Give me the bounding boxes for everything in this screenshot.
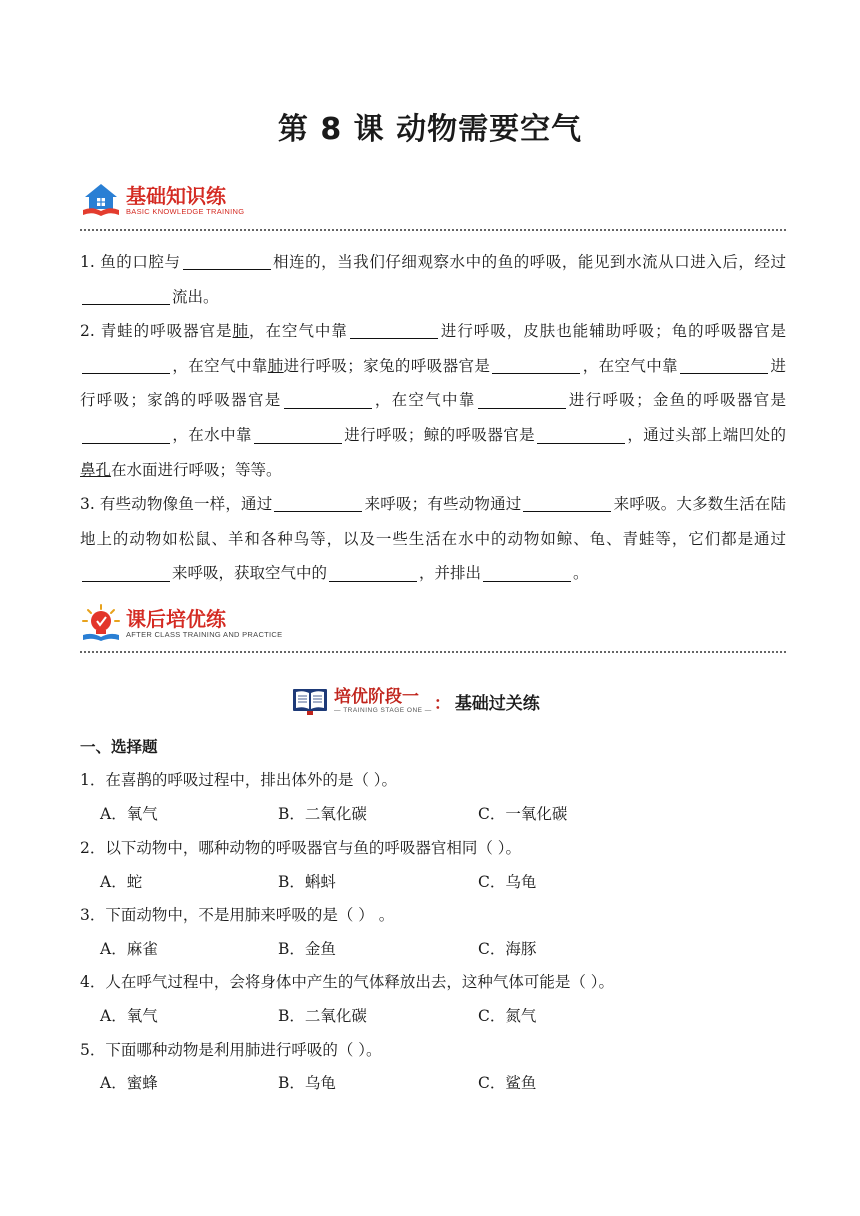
- question-text: 2. 青蛙的呼吸器官是: [80, 322, 233, 340]
- question-text: 在水面进行呼吸；等等。: [111, 460, 282, 479]
- answer-blank: [350, 322, 438, 339]
- answer-blank: [478, 392, 566, 409]
- question-text: ，在空气中靠: [582, 356, 679, 375]
- underlined-word: 鼻孔: [80, 460, 112, 479]
- option-c: C．海豚: [478, 940, 537, 958]
- answer-blank: [82, 565, 170, 582]
- question-text: 流出。: [172, 287, 219, 306]
- banner-subtitle: AFTER CLASS TRAINING AND PRACTICE: [126, 629, 283, 639]
- answer-blank: [537, 426, 625, 443]
- option-c: C．鲨鱼: [478, 1074, 537, 1092]
- option-b: B．二氧化碳: [278, 1007, 367, 1025]
- answer-blank: [329, 565, 417, 582]
- question-text: 3. 有些动物像鱼一样，通过: [80, 495, 273, 513]
- question-5: 5．下面哪种动物是利用肺进行呼吸的（ ）。: [80, 1041, 382, 1059]
- fill-question-2: [80, 314, 786, 488]
- stage-subtitle: — TRAINING STAGE ONE —: [334, 706, 432, 714]
- option-b: B．乌龟: [278, 1074, 336, 1092]
- answer-blank: [183, 253, 271, 270]
- lightbulb-icon: [80, 604, 122, 642]
- option-b: B．二氧化碳: [278, 805, 367, 823]
- underlined-word: 肺: [267, 356, 284, 375]
- page-title: 第 8 课 动物需要空气: [277, 112, 583, 147]
- basic-knowledge-banner: [80, 180, 244, 220]
- question-text: 进行呼吸；金鱼的呼吸器官是: [567, 391, 786, 410]
- fill-question-3: [80, 487, 786, 591]
- question-text: 进行呼吸，皮肤也能辅助呼吸；龟的呼吸器官是: [439, 322, 786, 340]
- question-text: ，并排出: [419, 564, 482, 583]
- question-text: ，在空气中靠: [373, 391, 476, 410]
- question-text: ，在空气中靠: [249, 322, 348, 340]
- question-text: ，通过头部上端凹处的: [627, 426, 786, 445]
- dotted-divider: [80, 651, 786, 653]
- option-a: A．氧气: [100, 1007, 158, 1025]
- question-text: ，在水中靠: [172, 426, 252, 445]
- answer-blank: [284, 392, 372, 409]
- stage-title: 培优阶段一: [334, 686, 419, 707]
- fill-question-1: [80, 245, 786, 314]
- option-a: A．蜜蜂: [100, 1074, 158, 1092]
- answer-blank: [483, 565, 571, 582]
- question-text: 进行呼吸；家兔的呼吸器官是: [283, 356, 491, 375]
- option-c: C．一氧化碳: [478, 805, 568, 823]
- question-3: 3．下面动物中，不是用肺来呼吸的是（ ） 。: [80, 906, 395, 924]
- section-heading: 一、选择题: [80, 738, 158, 756]
- banner-title: 基础知识练: [126, 183, 226, 208]
- banner-subtitle: BASIC KNOWLEDGE TRAINING: [126, 206, 245, 216]
- house-book-icon: [80, 182, 122, 218]
- answer-blank: [82, 357, 170, 374]
- question-text: 来呼吸。大多数生活在陆地上的动物如松鼠、羊和各种鸟等，以及一些生活在水中的动物如鲸、龟、青蛙等，它们都是通过: [80, 495, 786, 548]
- question-2: 2．以下动物中，哪种动物的呼吸器官与鱼的呼吸器官相同（ ）。: [80, 839, 522, 857]
- option-c: C．氮气: [478, 1007, 537, 1025]
- answer-blank: [492, 357, 580, 374]
- question-1: 1．在喜鹊的呼吸过程中，排出体外的是（ ）。: [80, 771, 398, 789]
- question-text: 来呼吸，获取空气中的: [172, 564, 328, 583]
- question-text: 进行呼吸；鲸的呼吸器官是: [343, 426, 536, 445]
- answer-blank: [254, 426, 342, 443]
- answer-blank: [523, 495, 611, 512]
- stage-header: [292, 684, 540, 718]
- option-b: B．蝌蚪: [278, 873, 336, 891]
- dotted-divider: [80, 229, 786, 231]
- banner-title: 课后培优练: [126, 606, 226, 631]
- question-text: 进行呼吸；家鸽的呼吸器官是: [80, 356, 786, 410]
- option-b: B．金鱼: [278, 940, 336, 958]
- underlined-word: 肺: [232, 322, 250, 340]
- option-a: A．蛇: [100, 873, 143, 891]
- stage-colon: ：: [433, 693, 451, 714]
- answer-blank: [82, 426, 170, 443]
- question-text: 相连的，当我们仔细观察水中的鱼的呼吸，能见到水流从口进入后，经过: [272, 253, 786, 271]
- question-text: ，在空气中靠: [172, 356, 268, 375]
- answer-blank: [680, 357, 768, 374]
- open-book-icon: [292, 686, 328, 716]
- question-4: 4．人在呼气过程中，会将身体中产生的气体释放出去，这种气体可能是（ ）。: [80, 973, 615, 991]
- question-text: 。: [573, 564, 589, 583]
- answer-blank: [274, 495, 362, 512]
- question-text: 来呼吸；有些动物通过: [364, 495, 522, 513]
- option-a: A．麻雀: [100, 940, 158, 958]
- option-a: A．氧气: [100, 805, 158, 823]
- option-c: C．乌龟: [478, 873, 537, 891]
- after-class-banner: [80, 603, 282, 643]
- stage-label: 基础过关练: [454, 693, 540, 714]
- question-text: 1. 鱼的口腔与: [80, 253, 181, 271]
- answer-blank: [82, 288, 170, 305]
